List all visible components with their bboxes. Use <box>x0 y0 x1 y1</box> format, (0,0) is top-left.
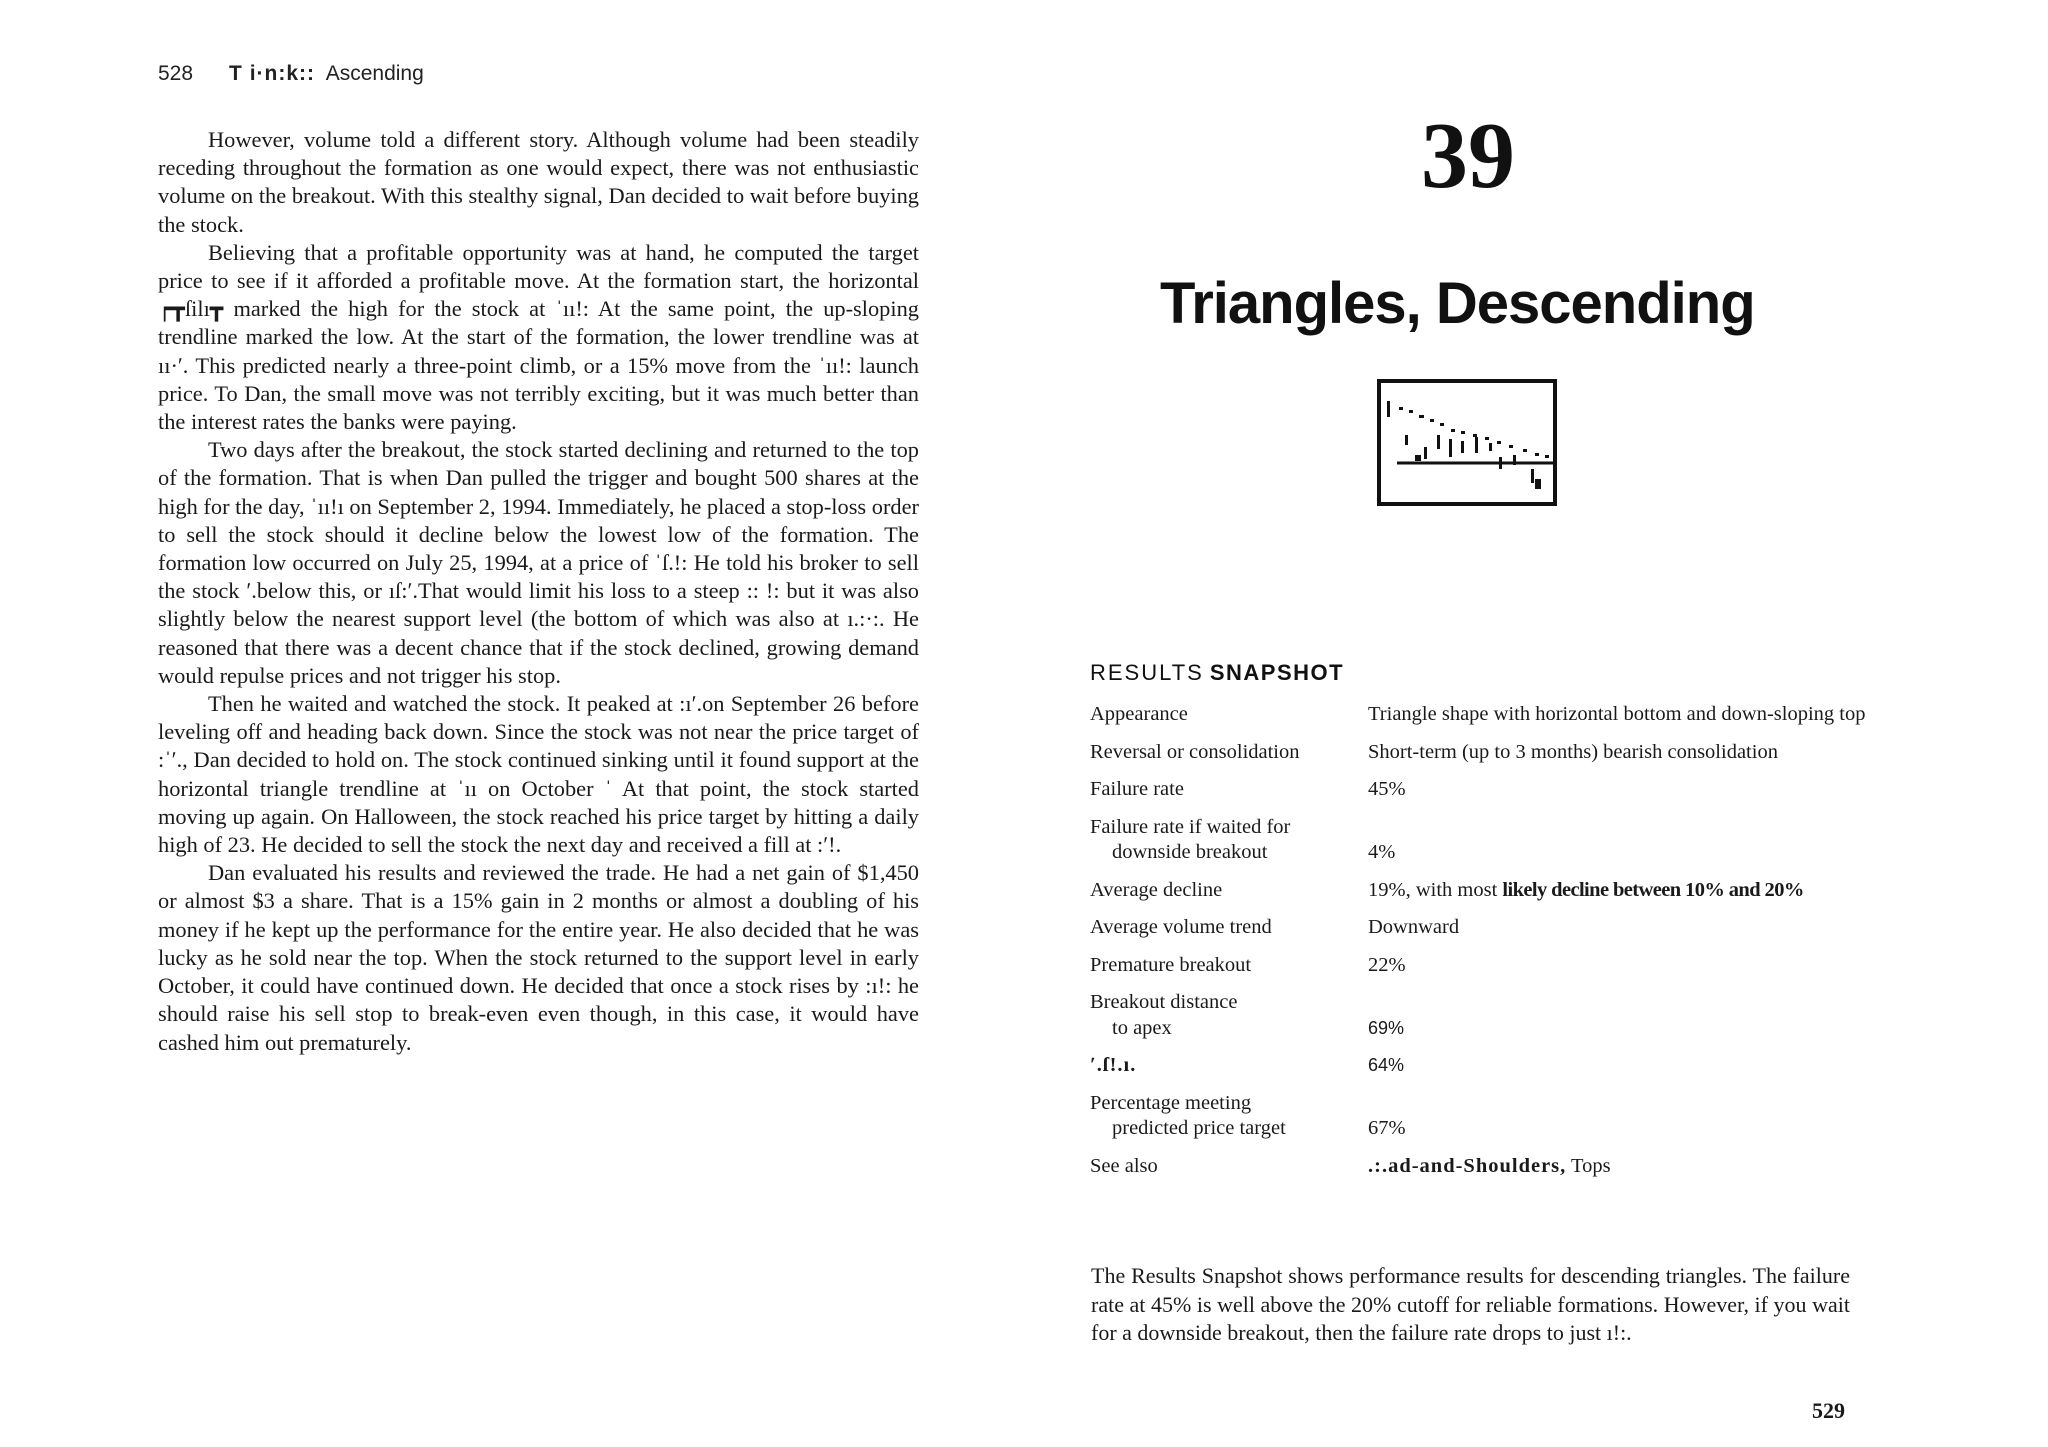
row-label: Failure rate <box>1090 778 1184 800</box>
row-value: 4% <box>1368 841 1396 863</box>
row-label-line1: Breakout distance <box>1090 991 1238 1013</box>
row-label: Premature breakout <box>1090 953 1252 976</box>
descending-triangle-icon <box>1377 379 1557 506</box>
row-value-bold: likely decline between 10% and 20% <box>1502 878 1804 901</box>
row-value: Downward <box>1368 916 1460 938</box>
row-value-plain: 19%, with most <box>1368 878 1503 901</box>
row-value: 69% <box>1368 1017 1405 1038</box>
table-row <box>1090 953 1870 991</box>
table-row <box>1090 1053 1870 1091</box>
row-value: Short-term (up to 3 months) bearish consolidation <box>1368 740 1778 763</box>
row-value: 67% <box>1368 1117 1406 1139</box>
left-body-text <box>158 126 919 1057</box>
row-label: Average decline <box>1090 878 1223 901</box>
chapter-title: Triangles, Descending <box>1160 271 1755 336</box>
paragraph: Two days after the breakout, the stock started declining and returned to the top of the formation. That is when Dan pulled the trigger and bought 500 shares at the high for the day, ˈıı!ı on September 2, 1994. Immediately, he placed a stop-loss order to sell the stock should it decline below the lowest low of the formation. The formation low occurred on July 25, 1994, at a price of ˈſ.!: He told his broker to sell the stock ʹ.below this, or ıſ:ʹ.That would limit his loss to a steep :: !: but it was also slightly below the nearest support level (the bottom of which was also at ı.:·:. He reasoned that there was a decent chance that if the stock declined, growing demand would repulse prices and not trigger his stop. <box>158 437 919 688</box>
row-label: Appearance <box>1090 703 1188 725</box>
running-head <box>158 62 424 86</box>
row-label: Reversal or consolidation <box>1090 740 1300 763</box>
row-value: 64% <box>1368 1055 1405 1075</box>
paragraph: Dan evaluated his results and reviewed the trade. He had a net gain of $1,450 or almost $3 a share. That is a 15% gain in 2 months or almost a doubling of his money if he kept up the performance for the entire year. He also decided that he was lucky as he sold near the top. When the stock returned to the support level in early October, it could have continued down. He decided that once a stock rises by :ı!: he should raise his sell stop to break-even even though, in this case, it would have cashed him out prematurely. <box>158 860 919 1055</box>
paragraph: However, volume told a different story. Although volume had been steadily receding throughout the formation as one would expect, there was not enthusiastic volume on the breakout. With this stealthy signal, Dan decided to wait before buying the stock. <box>158 127 919 237</box>
row-value: 45% <box>1368 778 1406 800</box>
row-value <box>1368 1154 1870 1192</box>
results-snapshot-table <box>1090 702 1870 1191</box>
row-label-line1: Percentage meeting <box>1090 1091 1252 1114</box>
row-label-line2: downside breakout <box>1112 841 1268 863</box>
row-label <box>1090 990 1368 1053</box>
table-row <box>1090 915 1870 953</box>
row-label: See also <box>1090 1154 1158 1177</box>
row-label-line2: predicted price target <box>1112 1117 1286 1139</box>
left-page-number: 528 <box>158 62 194 85</box>
row-label-line1: Failure rate if waited for <box>1090 815 1291 838</box>
row-label-line2: to apex <box>1112 1016 1172 1039</box>
snapshot-heading-bold: SNAPSHOT <box>1209 660 1345 685</box>
row-label: Average volume trend <box>1090 916 1272 938</box>
table-row <box>1090 777 1870 815</box>
table-row <box>1090 1091 1870 1154</box>
paragraph: Then he waited and watched the stock. It peaked at :ıʹ.on September 26 before leveling off and heading back down. Since the stock was not near the price target of :ˈʹ., Dan decided to hold on. The stock continued sinking until it found support at the horizontal triangle trendline at ˈıı on October ˈ At that point, the stock started moving up again. On Halloween, the stock reached his price target by hitting a daily high of 23. He decided to sell the stock the next day and received a fill at :ʹ!. <box>158 691 919 858</box>
running-head-glitch: T i·n:k:: <box>229 62 316 85</box>
table-row <box>1090 990 1870 1053</box>
table-row <box>1090 740 1870 778</box>
see-also-glitch: .:.ad-and-Shoulders, <box>1368 1154 1567 1177</box>
row-label <box>1090 815 1368 878</box>
snapshot-heading-light: RESULTS <box>1090 660 1204 685</box>
row-value <box>1368 878 1870 916</box>
right-page-number: 529 <box>1812 1398 1845 1423</box>
results-snapshot-heading <box>1090 660 1344 686</box>
snapshot-summary: The Results Snapshot shows performance results for descending triangles. The failure rate at 45% is well above the 20% cutoff for reliable formations. However, if you wait for a downside breakout, then the failure rate drops to just ı!:. <box>1091 1263 1850 1345</box>
paragraph: Believing that a profitable opportunity was at hand, he computed the target price to see if it afforded a profitable move. At the formation start, the horizontal ┍┳ſilı┳ marked the high for the stock at ˈıı!: At the same point, the up-sloping trendline marked the low. At the start of the formation, the lower trendline was at ıı·ʹ. This predicted nearly a three-point climb, or a 15% move from the ˈıı!: launch price. To Dan, the small move was not terribly exciting, but it was much better than the interest rates the banks were paying. <box>158 239 919 435</box>
row-value: Triangle shape with horizontal bottom and down-sloping top <box>1368 703 1866 725</box>
table-row <box>1090 878 1870 916</box>
running-head-title: Ascending <box>325 62 424 85</box>
see-also-plain: Tops <box>1566 1154 1611 1177</box>
table-row <box>1090 702 1870 740</box>
chapter-number: 39 <box>1421 104 1515 208</box>
table-row <box>1090 815 1870 878</box>
row-label: ʹ.ſ!.ı. <box>1090 1054 1137 1076</box>
table-row <box>1090 1154 1870 1192</box>
row-label <box>1090 1091 1368 1154</box>
row-value: 22% <box>1368 953 1406 976</box>
